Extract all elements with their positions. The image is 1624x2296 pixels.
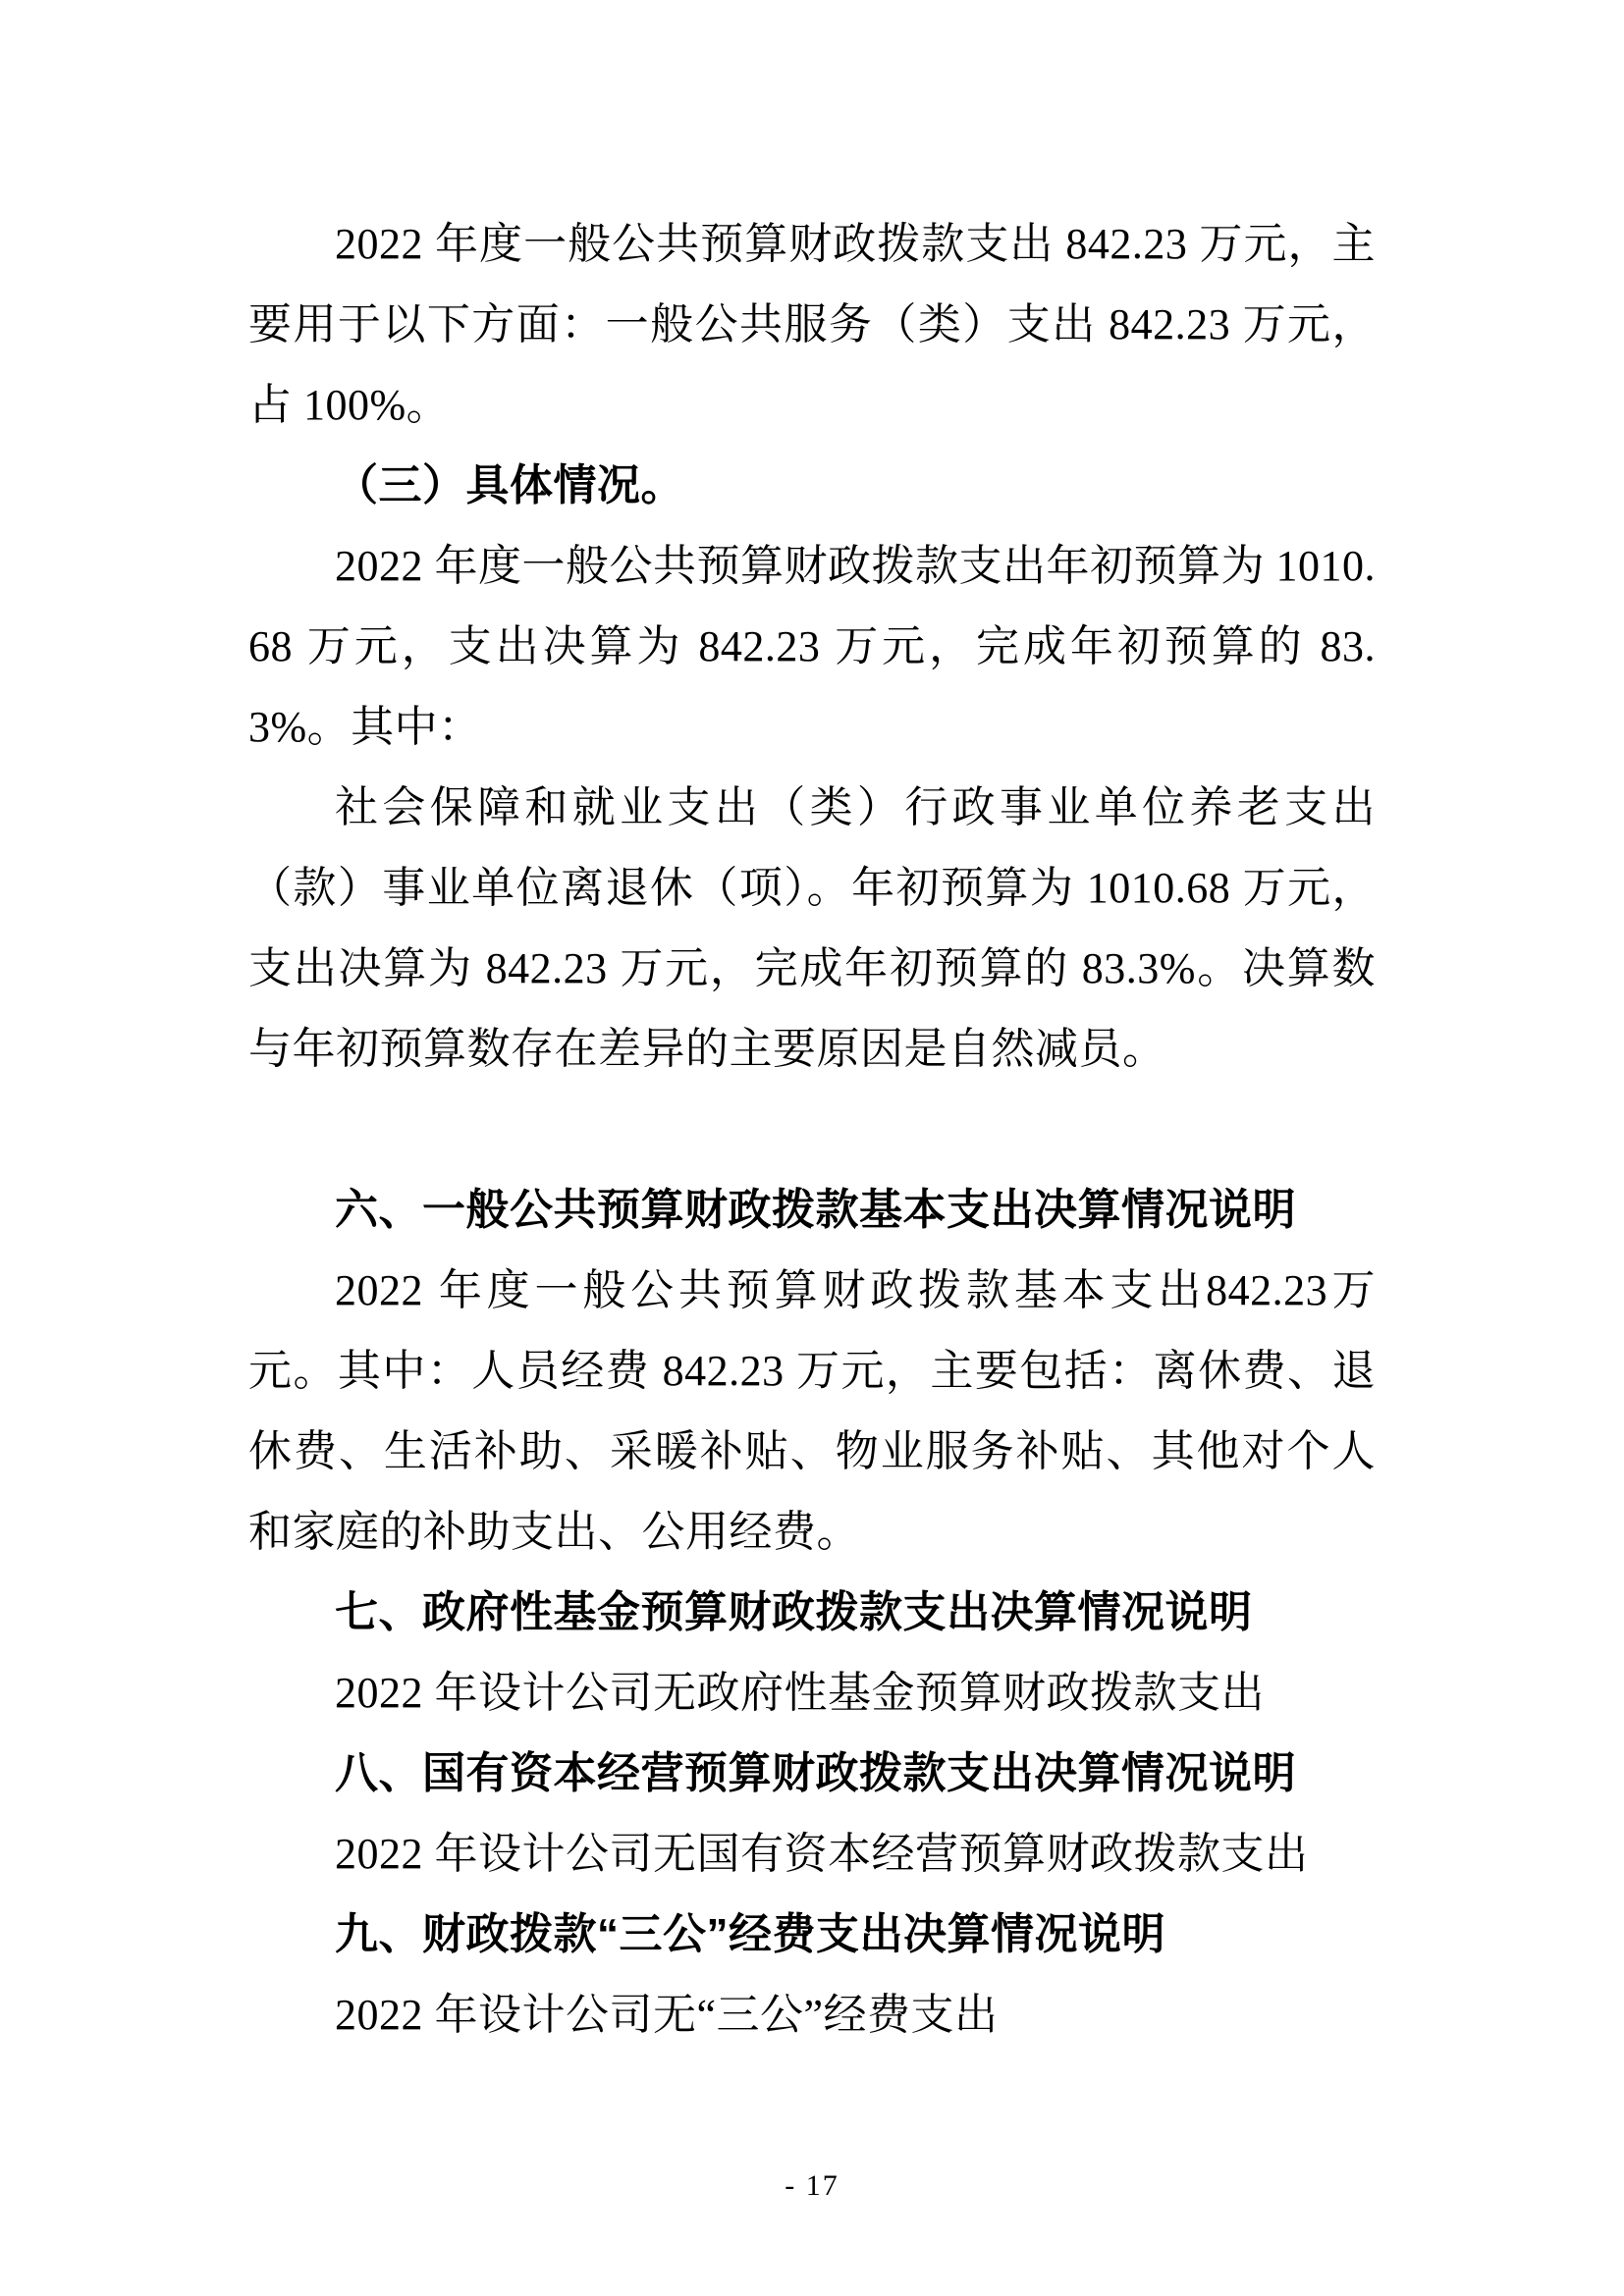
body-paragraph-general-expenditure: 2022 年度一般公共预算财政拨款支出 842.23 万元，主要用于以下方面：一般公共服务（类）支出 842.23 万元，占 100%。 — [248, 220, 1376, 429]
section-heading-eight: 八、国有资本经营预算财政拨款支出决算情况说明 — [335, 1749, 1296, 1797]
body-paragraph-social-security: 社会保障和就业支出（类）行政事业单位养老支出（款）事业单位离退休（项）。年初预算为 1010.68 万元，支出决算为 842.23 万元，完成年初预算的 83.3%。决算数与年初预算数存在差异的主要原因是自然减员。 — [248, 783, 1376, 1073]
sub-heading-specific-situation: （三）具体情况。 — [335, 461, 684, 509]
body-paragraph-state-capital: 2022 年设计公司无国有资本经营预算财政拨款支出 — [335, 1830, 1309, 1878]
body-paragraph-initial-budget: 2022 年度一般公共预算财政拨款支出年初预算为 1010.68 万元，支出决算为 842.23 万元，完成年初预算的 83.3%。其中： — [248, 542, 1376, 751]
section-heading-nine: 九、财政拨款“三公”经费支出决算情况说明 — [335, 1910, 1165, 1958]
document-body — [248, 204, 1376, 2056]
page-number: - 17 — [785, 2169, 839, 2202]
body-paragraph-government-fund: 2022 年设计公司无政府性基金预算财政拨款支出 — [335, 1669, 1265, 1717]
body-paragraph-three-public-funds: 2022 年设计公司无“三公”经费支出 — [335, 1991, 999, 2039]
blank-line — [248, 1090, 1376, 1170]
body-paragraph-basic-expenditure: 2022 年度一般公共预算财政拨款基本支出842.23万元。其中：人员经费 842.23 万元，主要包括：离休费、退休费、生活补助、采暖补贴、物业服务补贴、其他对个人和家庭的补助支出、公用经费。 — [248, 1266, 1376, 1556]
section-heading-six: 六、一般公共预算财政拨款基本支出决算情况说明 — [335, 1186, 1296, 1234]
section-heading-seven: 七、政府性基金预算财政拨款支出决算情况说明 — [335, 1588, 1253, 1636]
